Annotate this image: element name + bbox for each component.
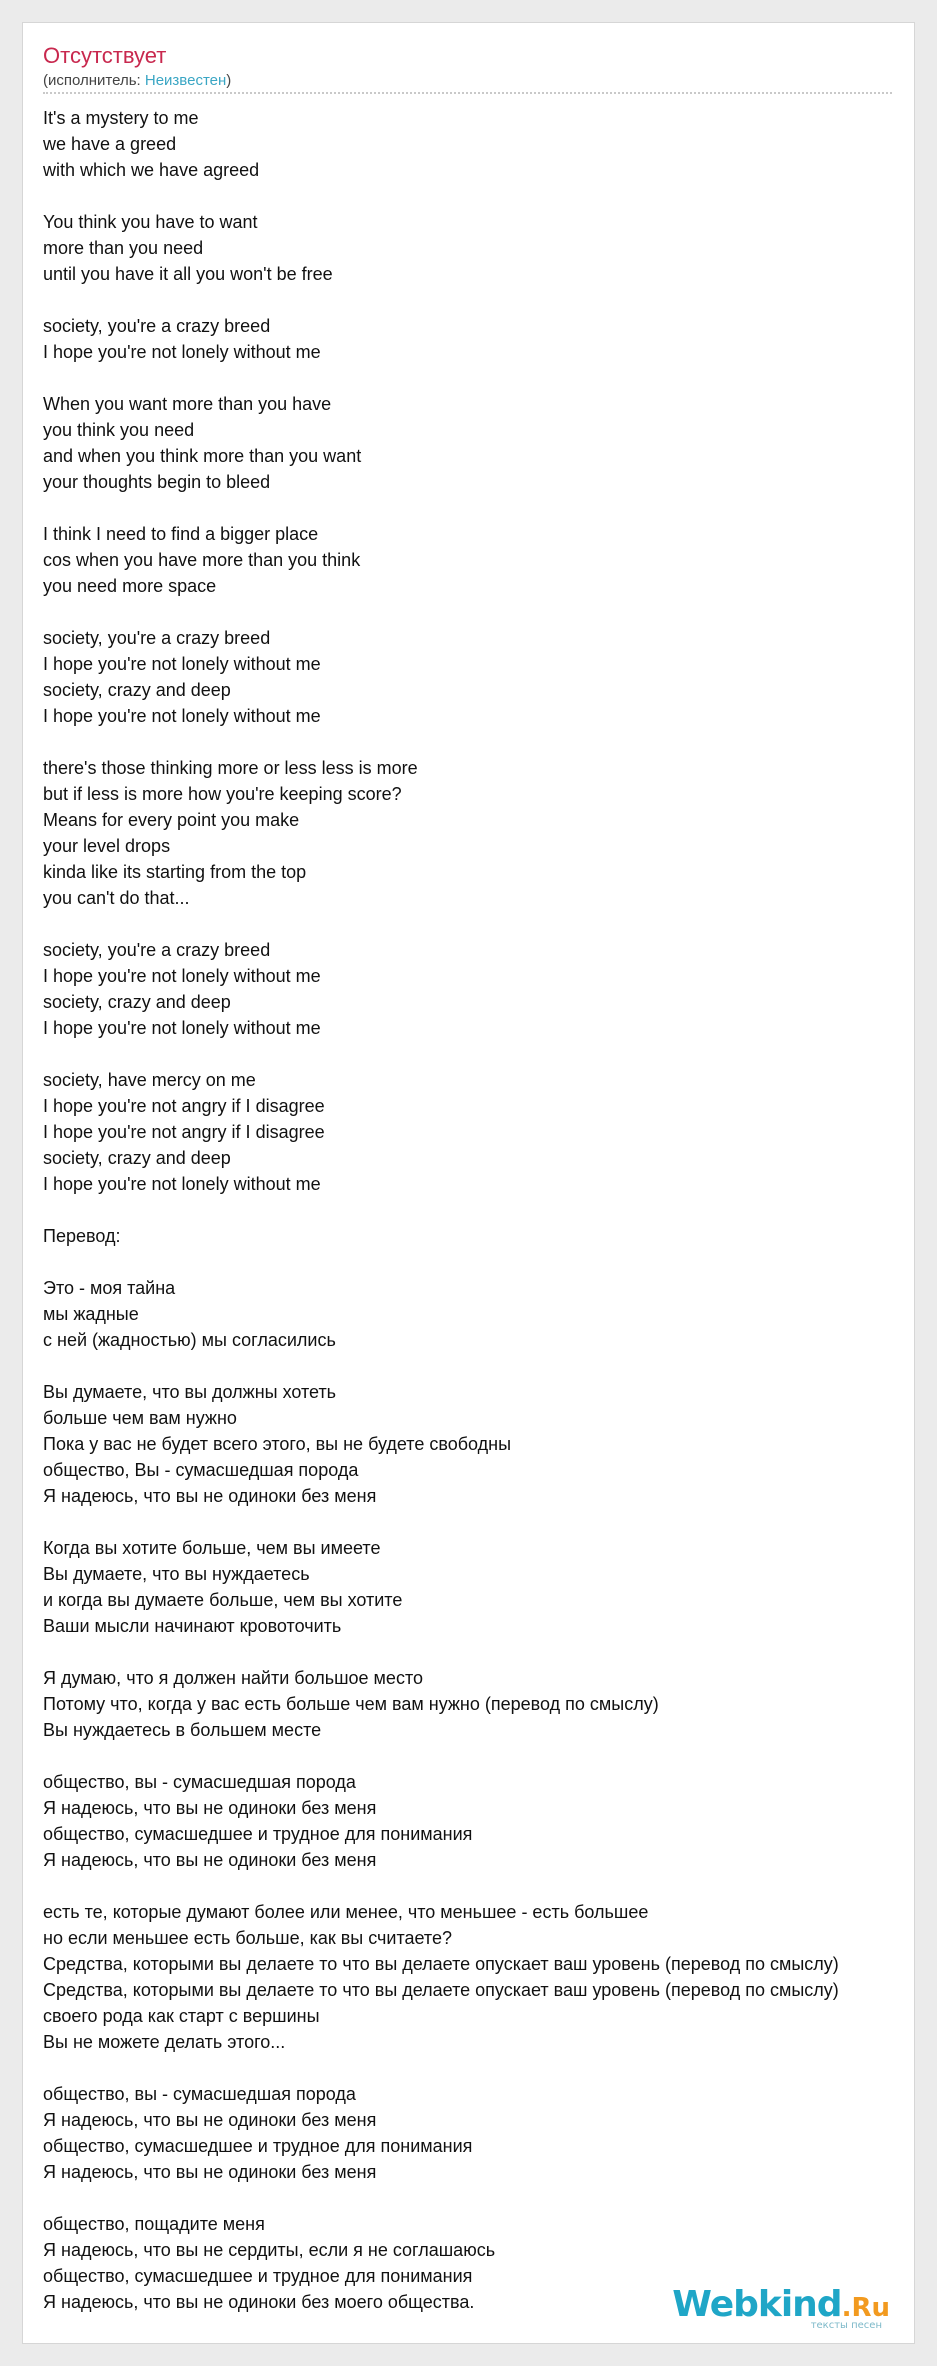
lyric-line: Пока у вас не будет всего этого, вы не будете свободны <box>43 1434 512 1454</box>
lyric-line: society, you're a crazy breed <box>43 940 271 960</box>
lyrics-card <box>22 22 915 2344</box>
lyric-line: Я надеюсь, что вы не одиноки без меня <box>43 1850 377 1870</box>
stanza-gap <box>43 183 915 209</box>
stanza-gap <box>43 1639 915 1665</box>
title-divider <box>43 92 892 94</box>
lyric-line: Я думаю, что я должен найти большое место <box>43 1668 423 1688</box>
lyric-line: I hope you're not lonely without me <box>43 1174 321 1194</box>
lyric-line: society, crazy and deep <box>43 992 231 1012</box>
stanza-gap <box>43 1353 915 1379</box>
lyric-line: Я надеюсь, что вы не одиноки без меня <box>43 1486 377 1506</box>
lyric-line: but if less is more how you're keeping score? <box>43 784 402 804</box>
stanza-gap <box>43 495 915 521</box>
stanza-gap <box>43 911 915 937</box>
lyric-line: more than you need <box>43 238 204 258</box>
lyric-line: When you want more than you have <box>43 394 332 414</box>
stanza-gap <box>43 1249 915 1275</box>
lyric-line: You think you have to want <box>43 212 258 232</box>
lyric-line: с ней (жадностью) мы согласились <box>43 1330 336 1350</box>
lyric-line: больше чем вам нужно <box>43 1408 237 1428</box>
lyric-line: Перевод: <box>43 1226 121 1246</box>
lyric-line: society, you're a crazy breed <box>43 628 271 648</box>
lyric-line: Means for every point you make <box>43 810 300 830</box>
lyric-line: общество, Вы - сумасшедшая порода <box>43 1460 359 1480</box>
lyric-line: society, have mercy on me <box>43 1070 256 1090</box>
site-logo[interactable] <box>672 2284 890 2331</box>
lyric-line: I hope you're not lonely without me <box>43 654 321 674</box>
stanza-gap <box>43 599 915 625</box>
stanza-gap <box>43 1873 915 1899</box>
lyric-line: I hope you're not lonely without me <box>43 1018 321 1038</box>
lyric-line: kinda like its starting from the top <box>43 862 307 882</box>
lyric-line: Я надеюсь, что вы не сердиты, если я не соглашаюсь <box>43 2240 496 2260</box>
lyric-line: I hope you're not lonely without me <box>43 706 321 726</box>
lyric-line: есть те, которые думают более или менее, что меньшее - есть большее <box>43 1902 649 1922</box>
lyric-line: and when you think more than you want <box>43 446 362 466</box>
lyric-line: you can't do that... <box>43 888 190 908</box>
lyric-line: Вы думаете, что вы должны хотеть <box>43 1382 337 1402</box>
lyric-line: Я надеюсь, что вы не одиноки без моего общества. <box>43 2292 475 2312</box>
lyric-line: with which we have agreed <box>43 160 260 180</box>
lyric-line: общество, сумасшедшее и трудное для понимания <box>43 2136 473 2156</box>
lyric-line: Это - моя тайна <box>43 1278 176 1298</box>
logo-name: Webkind <box>672 2284 842 2325</box>
lyric-line: мы жадные <box>43 1304 139 1324</box>
artist-prefix: (исполнитель: <box>43 72 145 89</box>
lyric-line: you think you need <box>43 420 195 440</box>
lyric-line: и когда вы думаете больше, чем вы хотите <box>43 1590 403 1610</box>
song-title: Отсутствует <box>43 43 167 68</box>
artist-link[interactable]: Неизвестен <box>144 72 227 89</box>
lyric-line: until you have it all you won't be free <box>43 264 333 284</box>
lyric-line: общество, вы - сумасшедшая порода <box>43 1772 356 1792</box>
stanza-gap <box>43 1509 915 1535</box>
lyric-line: Вы не можете делать этого... <box>43 2032 286 2052</box>
lyric-line: society, crazy and deep <box>43 680 231 700</box>
lyric-line: общество, сумасшедшее и трудное для понимания <box>43 2266 473 2286</box>
lyric-line: you need more space <box>43 576 217 596</box>
lyric-line: общество, сумасшедшее и трудное для понимания <box>43 1824 473 1844</box>
lyric-line: Вы нуждаетесь в большем месте <box>43 1720 322 1740</box>
stanza-gap <box>43 729 915 755</box>
lyric-line: It's a mystery to me <box>43 108 199 128</box>
stanza-gap <box>43 365 915 391</box>
lyric-line: но если меньшее есть больше, как вы считаете? <box>43 1928 452 1948</box>
logo-tld: .Ru <box>841 2293 890 2323</box>
lyric-line: Потому что, когда у вас есть больше чем вам нужно (перевод по смыслу) <box>43 1694 659 1714</box>
logo-tagline: тексты песен <box>810 2320 882 2331</box>
lyric-line: I hope you're not angry if I disagree <box>43 1122 325 1142</box>
stanza-gap <box>43 1743 915 1769</box>
lyric-line: we have a greed <box>43 134 177 154</box>
lyric-line: общество, вы - сумасшедшая порода <box>43 2084 356 2104</box>
lyric-line: cos when you have more than you think <box>43 550 361 570</box>
lyric-line: I think I need to find a bigger place <box>43 524 319 544</box>
lyric-line: I hope you're not angry if I disagree <box>43 1096 325 1116</box>
lyric-line: общество, пощадите меня <box>43 2214 265 2234</box>
stanza-gap <box>43 2055 915 2081</box>
lyric-line: Средства, которыми вы делаете то что вы делаете опускает ваш уровень (перевод по смыслу) <box>43 1980 839 2000</box>
lyric-line: society, you're a crazy breed <box>43 316 271 336</box>
lyric-line: Когда вы хотите больше, чем вы имеете <box>43 1538 381 1558</box>
stanza-gap <box>43 2185 915 2211</box>
stanza-gap <box>43 287 915 313</box>
lyric-line: there's those thinking more or less less is more <box>43 758 418 778</box>
lyric-line: Вы думаете, что вы нуждаетесь <box>43 1564 310 1584</box>
stanza-gap <box>43 1041 915 1067</box>
lyric-line: своего рода как старт с вершины <box>43 2006 320 2026</box>
lyric-line: Я надеюсь, что вы не одиноки без меня <box>43 1798 377 1818</box>
lyric-line: I hope you're not lonely without me <box>43 966 321 986</box>
stanza-gap <box>43 1197 915 1223</box>
lyric-line: Я надеюсь, что вы не одиноки без меня <box>43 2110 377 2130</box>
lyric-line: Ваши мысли начинают кровоточить <box>43 1616 342 1636</box>
artist-suffix: ) <box>226 72 232 89</box>
lyrics-body <box>43 105 915 2315</box>
lyric-line: Я надеюсь, что вы не одиноки без меня <box>43 2162 377 2182</box>
lyric-line: I hope you're not lonely without me <box>43 342 321 362</box>
lyric-line: Средства, которыми вы делаете то что вы делаете опускает ваш уровень (перевод по смыслу) <box>43 1954 839 1974</box>
lyric-line: your thoughts begin to bleed <box>43 472 271 492</box>
artist-line <box>43 72 231 90</box>
lyric-line: society, crazy and deep <box>43 1148 231 1168</box>
lyric-line: your level drops <box>43 836 171 856</box>
